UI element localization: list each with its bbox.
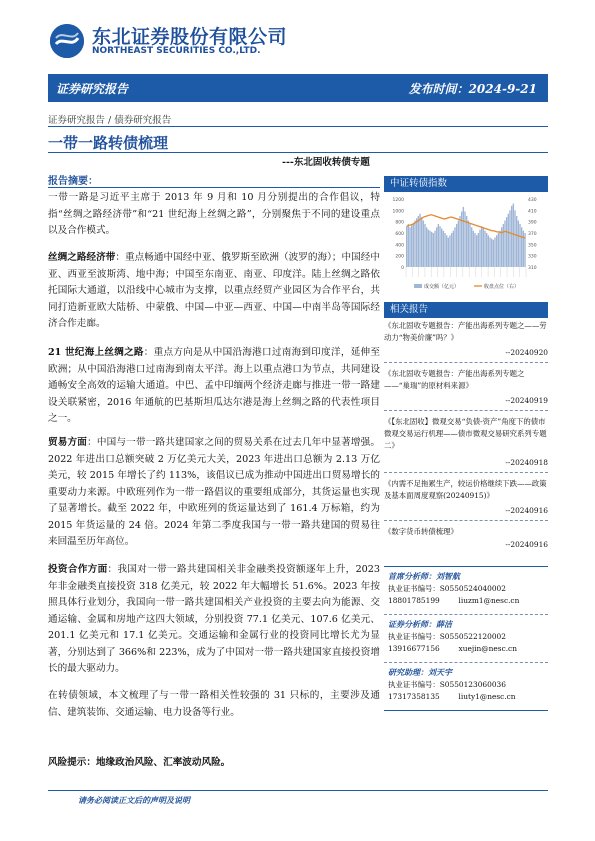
summary-heading: 报告摘要： <box>48 176 98 187</box>
divider <box>384 410 548 411</box>
invest-text: ：我国对一带一路共建国相关非金融类投资额逐年上升，2023 年非金融类直接投资 318 亿美元，较 2022 年大幅增长 51.6%。2023 年按照具体行业划分，我国向一带一路共建国相关产业投资的主要去向为能源、交通运输、金属和房地产这四大领域，分别投资 77.1 亿美元、107.6 亿美元、201.1 亿美元和 17.1 亿美元。交通运输和金属行业的投资同比增长尤为显著，分别达到了 366%和 223%，成为了中国对一带一路共建国家直接投资增长的最大驱动力。 <box>48 564 380 674</box>
maritime-section <box>48 345 380 428</box>
left-axis-tick: 400 <box>395 243 404 249</box>
right-axis-tick: 430 <box>528 198 537 203</box>
chart-bar <box>486 233 487 267</box>
divider <box>384 566 548 567</box>
analyst-email[interactable]: xuejin@nesc.cn <box>458 644 517 653</box>
analyst-phone: 13916677156 <box>388 644 440 653</box>
chart-bar <box>464 211 465 267</box>
chart-bar <box>458 221 459 267</box>
footer-disclaimer[interactable]: 请务必阅读正文后的声明及说明 <box>78 795 190 805</box>
chart-bar <box>453 231 454 267</box>
chart-bar <box>436 227 437 267</box>
publish-date: 发布时间：2024-9-21 <box>408 82 537 96</box>
chart-bar <box>408 224 409 267</box>
chart-bar <box>474 233 475 267</box>
chart-bar <box>493 240 494 267</box>
chart-bar <box>416 218 417 267</box>
chart-bar <box>424 224 425 267</box>
chart-bar <box>431 232 432 267</box>
chart-bar <box>409 227 410 267</box>
chart-bar <box>511 206 512 267</box>
analyst-license: 执业证书编号：S0550524040002 <box>388 583 506 593</box>
chart-bar <box>513 204 514 267</box>
related-heading: 相关报告 <box>384 302 548 318</box>
risk-label: 风险提示： <box>48 757 96 768</box>
trade-section <box>48 435 380 551</box>
chart-bar <box>518 221 519 267</box>
silk-road-text: ：重点畅通中国经中亚、俄罗斯至欧洲（波罗的海）；中国经中亚、西亚至波斯湾、地中海；中国至东南亚、南亚、印度洋。陆上丝绸之路依托国际大通道，以沿线中心城市为支撑，以重点经贸产业园区为合作平台，共同打造新亚欧大陆桥、中蒙俄、中国—中亚—西亚、中国—中南半岛等国际经济合作走廊。 <box>48 252 381 329</box>
chart-bar <box>446 235 447 267</box>
footer-divider <box>48 790 548 791</box>
risk-text: 地缘政治风险、汇率波动风险。 <box>95 757 231 768</box>
chart-bar <box>456 224 457 267</box>
divider <box>384 472 548 473</box>
chart-bar <box>454 227 455 267</box>
chart-bar <box>423 221 424 267</box>
chart-bar <box>449 235 450 267</box>
chart-bar <box>494 238 495 267</box>
chart-bar <box>411 225 412 267</box>
left-axis-tick: 800 <box>395 220 404 226</box>
left-axis-tick: 1200 <box>392 198 404 203</box>
analyst-role: 证券分析师：薛洁 <box>388 619 452 629</box>
related-date: --20240918 <box>505 458 548 467</box>
company-name-cn: 东北证券股份有限公司 <box>92 26 288 48</box>
analyst-email[interactable]: liuty1@nesc.cn <box>458 692 516 701</box>
chart-bar <box>444 233 445 267</box>
analyst-phone: 18801785199 <box>388 596 440 605</box>
silk-road-label: 丝绸之路经济带 <box>48 252 116 263</box>
trade-text: ：中国与一带一路共建国家之间的贸易关系在过去几年中显著增强。2022 年进出口总额突破 2 万亿美元大关，2023 年进出口总额为 2.13 万亿美元，较 2015 年增长了约 113%，该倡议已成为推动中国进出口贸易增长的重要动力来源。中欧班列作为一带一路倡议的重要组成部分，其货运量也实现了显著增长。截至 2022 年，中欧班列的货运量达到了 161.4 万标箱，约为 2015 年货运量的 24 倍。2024 年第二季度我国与一带一路共建国的贸易往来回温至历年高位。 <box>48 437 381 547</box>
chart-bar <box>438 224 439 267</box>
analyst-role: 首席分析师：刘智航 <box>388 571 460 581</box>
chart-bar <box>448 238 449 267</box>
chart-bar <box>509 210 510 267</box>
chart-bar <box>428 230 429 267</box>
chart-bar <box>516 216 517 267</box>
closing-section <box>48 688 380 721</box>
index-chart-svg <box>384 195 548 295</box>
related-date: --20240916 <box>505 506 548 515</box>
chart-bar <box>419 214 420 267</box>
chart-bar <box>498 233 499 267</box>
chart-bar <box>483 228 484 267</box>
related-date: --20240919 <box>505 396 548 405</box>
chart-bar <box>521 227 522 267</box>
maritime-label: 21 世纪海上丝绸之路 <box>48 347 144 358</box>
index-chart <box>384 195 548 295</box>
chart-bar <box>479 230 480 267</box>
intro-paragraph: 一带一路是习近平主席于 2013 年 9 月和 10 月分别提出的合作倡议，特指“丝绸之路经济带”和“21 世纪海上丝绸之路”，分别聚焦于不同的建设重点以及合作模式。 <box>48 192 380 236</box>
chart-bar <box>414 221 415 267</box>
summary-intro <box>48 190 380 240</box>
chart-bar <box>463 207 464 267</box>
chart-bar <box>429 231 430 267</box>
legend-swatch-bar <box>414 284 422 288</box>
chart-bar <box>489 238 490 267</box>
chart-bar <box>478 233 479 267</box>
page-title: 一带一路转债梳理 <box>48 134 169 152</box>
company-logo-icon <box>50 24 84 58</box>
chart-bar <box>488 235 489 267</box>
chart-bar <box>466 216 467 267</box>
chart-bar <box>473 231 474 267</box>
analyst-card <box>388 570 548 608</box>
left-axis-tick: 0 <box>401 266 404 271</box>
invest-label: 投资合作方面 <box>48 564 108 575</box>
legend-label: 收盘点位（右） <box>484 284 520 290</box>
related-date: --20240916 <box>505 540 548 549</box>
divider <box>48 152 548 153</box>
analyst-license: 执业证书编号：S0550522120002 <box>388 631 506 641</box>
left-axis-tick: 200 <box>395 254 404 260</box>
chart-bar <box>514 210 515 267</box>
chart-bar <box>443 231 444 267</box>
chart-bar <box>451 233 452 267</box>
chart-bar <box>439 226 440 267</box>
chart-bar <box>481 226 482 267</box>
chart-bar <box>476 235 477 267</box>
trade-label: 贸易方面 <box>48 437 88 448</box>
chart-bar <box>468 221 469 267</box>
maritime-text: ：重点方向是从中国沿海港口过南海到印度洋，延伸至欧洲；从中国沿海港口过南海到南太平洋。海上以重点港口为节点，共同建设通畅安全高效的运输大通道。中巴、孟中印缅两个经济走廊与推进一带一路建设关联紧密，2016 年通航的巴基斯坦瓜达尔港是海上丝绸之路的代表性项目之一。 <box>48 347 380 424</box>
related-item[interactable]: 《东北固收专题报告：产能出海系列专题之——劳动力“物美价廉”吗？》 <box>384 321 547 342</box>
chart-bar <box>484 231 485 267</box>
page-subtitle: ---东北固收转债专题 <box>282 157 370 168</box>
breadcrumb: 证券研究报告 / 债券研究报告 <box>48 115 172 126</box>
divider <box>384 362 548 363</box>
divider <box>384 614 548 615</box>
chart-bar <box>441 228 442 267</box>
divider <box>384 710 548 711</box>
right-axis-tick: 370 <box>528 232 537 237</box>
invest-section <box>48 562 380 678</box>
chart-bar <box>503 224 504 267</box>
chart-bar <box>471 227 472 267</box>
divider <box>48 187 380 188</box>
related-date: --20240920 <box>505 348 548 357</box>
chart-bar <box>504 221 505 267</box>
analyst-card <box>388 666 548 704</box>
analyst-role: 研究助理：刘天宇 <box>388 667 452 677</box>
divider <box>384 662 548 663</box>
divider <box>48 126 548 127</box>
left-axis-tick: 1000 <box>392 209 404 215</box>
right-axis-tick: 310 <box>528 266 537 271</box>
chart-bar <box>491 239 492 267</box>
right-axis-tick: 390 <box>528 220 537 226</box>
silk-road-section <box>48 250 380 333</box>
chart-bar <box>421 217 422 267</box>
chart-bar <box>406 226 407 267</box>
divider <box>384 520 548 521</box>
right-axis-tick: 410 <box>528 209 537 215</box>
related-item[interactable]: 《东北固收专题报告：产能出海系列专题之——“巢瑞”的原材料来源》 <box>384 369 525 390</box>
related-item[interactable]: 《内需不足拖累生产，较运价格继续下跌——政策及基本面周度观察(20240915)》 <box>384 479 547 500</box>
chart-bar <box>499 231 500 267</box>
left-axis-tick: 600 <box>395 232 404 237</box>
analyst-email[interactable]: liuzm1@nesc.cn <box>458 596 520 605</box>
chart-bar <box>508 214 509 267</box>
chart-bar <box>434 231 435 267</box>
chart-bar <box>501 227 502 267</box>
chart-bar <box>418 216 419 267</box>
report-type: 证券研究报告 <box>56 82 129 96</box>
chart-bar <box>459 216 460 267</box>
index-panel-heading: 中证转债指数 <box>384 176 548 192</box>
chart-bar <box>413 223 414 267</box>
related-item[interactable]: 《【东北固收】微观交易“负债-资产”角度下的债市微观交易运行机理——债市微观交易研究系列专题二》 <box>384 417 547 450</box>
right-axis-tick: 350 <box>528 243 537 249</box>
chart-bar <box>523 231 524 267</box>
chart-bar <box>496 235 497 267</box>
chart-bar <box>506 217 507 267</box>
chart-bar <box>469 224 470 267</box>
analyst-phone: 17317358135 <box>388 692 440 701</box>
legend-label: 成交额（亿元） <box>424 284 460 290</box>
closing-paragraph: 在转债领域，本文梳理了与一带一路相关性较强的 31 只标的，主要涉及通信、建筑装饰、交通运输、电力设备等行业。 <box>48 690 380 718</box>
chart-bar <box>519 224 520 267</box>
risk-section <box>48 755 380 772</box>
company-name-en: NORTHEAST SECURITIES CO.,LTD. <box>92 46 261 56</box>
chart-bar <box>426 227 427 267</box>
analyst-card <box>388 618 548 656</box>
right-axis-tick: 330 <box>528 254 537 260</box>
related-item[interactable]: 《数字货币转债梳理》 <box>384 527 458 536</box>
analyst-license: 执业证书编号：S0550123060036 <box>388 679 506 689</box>
chart-bar <box>433 233 434 267</box>
